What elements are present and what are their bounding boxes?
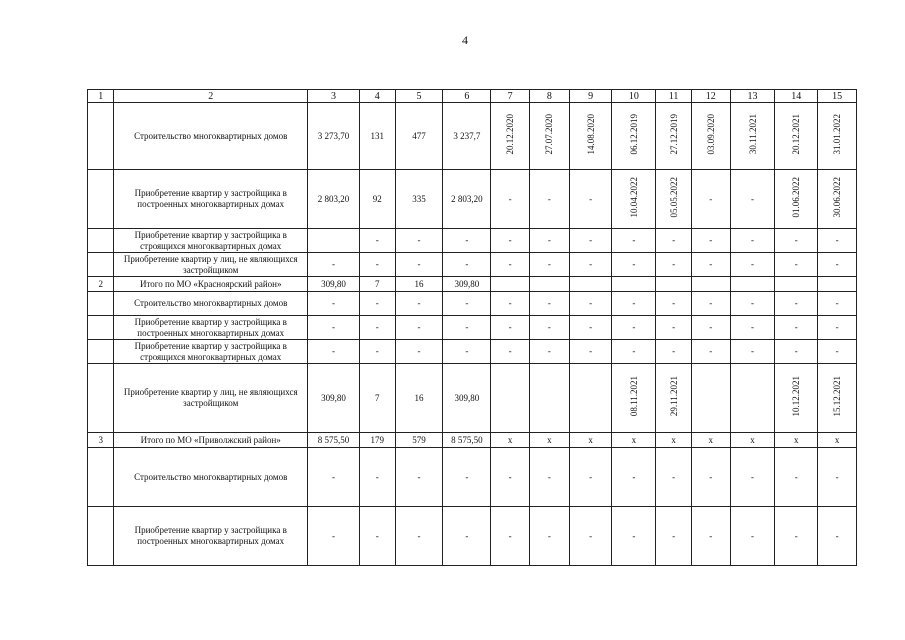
date-cell [775, 170, 818, 229]
date-cell: - [612, 229, 656, 253]
count-cell: - [359, 448, 395, 507]
page-number: 4 [462, 33, 468, 47]
date-cell: - [775, 316, 818, 340]
header-cell: 15 [818, 90, 857, 103]
date-value: 27.07.2020 [544, 114, 555, 155]
housing-program-table [87, 89, 857, 566]
table-row [88, 170, 857, 229]
header-cell: 3 [307, 90, 359, 103]
people-cell: 16 [395, 364, 443, 433]
date-cell [775, 103, 818, 170]
cost-total-cell: - [443, 448, 491, 507]
date-cell: - [691, 316, 730, 340]
row-name-cell: Приобретение квартир у застройщика в построенных многоквартирных домах [114, 316, 308, 340]
date-cell: - [730, 292, 775, 316]
date-cell: x [818, 433, 857, 448]
date-cell: - [775, 340, 818, 364]
cost-total-cell: 8 575,50 [443, 433, 491, 448]
date-cell: x [491, 433, 530, 448]
date-cell [491, 277, 530, 292]
date-cell [529, 364, 569, 433]
date-cell [612, 170, 656, 229]
table-row [88, 507, 857, 566]
column-number-row [88, 90, 857, 103]
date-cell: - [691, 170, 730, 229]
cost-total-cell: - [443, 253, 491, 277]
date-value: 01.06.2022 [791, 177, 802, 218]
date-cell: - [818, 229, 857, 253]
table-row [88, 277, 857, 292]
date-cell [612, 103, 656, 170]
date-cell [691, 277, 730, 292]
date-cell [691, 103, 730, 170]
table-row [88, 229, 857, 253]
date-value: 20.12.2020 [505, 114, 516, 155]
date-cell: - [730, 170, 775, 229]
date-cell: - [491, 448, 530, 507]
date-cell [656, 277, 692, 292]
date-cell: x [569, 433, 612, 448]
people-cell: - [395, 292, 443, 316]
table-row [88, 316, 857, 340]
header-cell: 9 [569, 90, 612, 103]
row-number-cell: 3 [88, 433, 114, 448]
date-cell: - [775, 507, 818, 566]
header-cell: 2 [114, 90, 308, 103]
date-cell: - [612, 507, 656, 566]
people-cell: 16 [395, 277, 443, 292]
header-cell: 5 [395, 90, 443, 103]
date-cell [818, 277, 857, 292]
row-number-cell [88, 292, 114, 316]
date-cell [656, 364, 692, 433]
row-number-cell [88, 229, 114, 253]
people-cell: 579 [395, 433, 443, 448]
count-cell: - [359, 340, 395, 364]
date-cell: - [491, 507, 530, 566]
people-cell: - [395, 253, 443, 277]
cost-cell: - [307, 316, 359, 340]
date-cell: - [529, 448, 569, 507]
cost-cell: - [307, 340, 359, 364]
cost-total-cell: - [443, 507, 491, 566]
date-cell: - [818, 340, 857, 364]
date-value: 15.12.2021 [832, 376, 843, 417]
date-cell [656, 170, 692, 229]
date-cell: - [818, 448, 857, 507]
cost-cell [307, 229, 359, 253]
table-row [88, 103, 857, 170]
cost-cell: 309,80 [307, 364, 359, 433]
date-cell [569, 277, 612, 292]
date-cell: - [775, 253, 818, 277]
row-name-cell: Приобретение квартир у лиц, не являющихся застройщиком [114, 364, 308, 433]
people-cell: - [395, 229, 443, 253]
row-name-cell: Приобретение квартир у застройщика в построенных многоквартирных домах [114, 507, 308, 566]
cost-total-cell: 309,80 [443, 364, 491, 433]
row-name-cell: Строительство многоквартирных домов [114, 448, 308, 507]
date-cell [491, 103, 530, 170]
date-cell [612, 277, 656, 292]
header-cell: 8 [529, 90, 569, 103]
date-value: 30.06.2022 [832, 177, 843, 218]
count-cell: 131 [359, 103, 395, 170]
date-cell: x [775, 433, 818, 448]
row-number-cell: 2 [88, 277, 114, 292]
cost-total-cell: - [443, 292, 491, 316]
cost-total-cell: 2 803,20 [443, 170, 491, 229]
date-value: 03.09.2020 [705, 114, 716, 155]
date-cell: - [775, 448, 818, 507]
date-cell: - [730, 316, 775, 340]
cost-cell: - [307, 448, 359, 507]
header-cell: 12 [691, 90, 730, 103]
date-cell: - [730, 340, 775, 364]
table-row [88, 292, 857, 316]
date-value: 30.11.2021 [747, 114, 758, 155]
count-cell: - [359, 507, 395, 566]
date-cell: - [491, 253, 530, 277]
date-cell: - [491, 292, 530, 316]
cost-total-cell: 3 237,7 [443, 103, 491, 170]
date-cell: - [491, 229, 530, 253]
date-cell [818, 364, 857, 433]
cost-cell: 2 803,20 [307, 170, 359, 229]
cost-cell: 3 273,70 [307, 103, 359, 170]
date-cell: - [775, 229, 818, 253]
date-cell: - [569, 292, 612, 316]
header-cell: 14 [775, 90, 818, 103]
row-name-cell: Приобретение квартир у застройщика в строящихся многоквартирных домах [114, 340, 308, 364]
header-cell: 10 [612, 90, 656, 103]
date-cell: - [569, 507, 612, 566]
row-number-cell [88, 170, 114, 229]
date-cell: - [569, 316, 612, 340]
table-row [88, 340, 857, 364]
date-cell: - [569, 229, 612, 253]
date-cell: - [612, 253, 656, 277]
date-cell [730, 103, 775, 170]
date-cell [529, 103, 569, 170]
people-cell: - [395, 507, 443, 566]
date-cell: - [529, 316, 569, 340]
row-number-cell [88, 448, 114, 507]
date-cell: - [529, 292, 569, 316]
row-name-cell: Приобретение квартир у лиц, не являющихся застройщиком [114, 253, 308, 277]
count-cell: 179 [359, 433, 395, 448]
date-cell [691, 364, 730, 433]
date-cell: x [612, 433, 656, 448]
date-cell: - [818, 507, 857, 566]
header-cell: 1 [88, 90, 114, 103]
header-cell: 7 [491, 90, 530, 103]
date-cell [569, 364, 612, 433]
count-cell: - [359, 292, 395, 316]
cost-total-cell: 309,80 [443, 277, 491, 292]
date-cell: - [612, 316, 656, 340]
date-cell: - [569, 340, 612, 364]
date-cell: - [730, 253, 775, 277]
date-value: 31.01.2022 [832, 114, 843, 155]
row-number-cell [88, 316, 114, 340]
date-cell: - [656, 292, 692, 316]
cost-cell: 309,80 [307, 277, 359, 292]
table-row [88, 253, 857, 277]
date-cell: - [656, 253, 692, 277]
row-name-cell: Итого по МО «Приволжский район» [114, 433, 308, 448]
date-cell [730, 277, 775, 292]
date-cell [491, 364, 530, 433]
date-cell: - [818, 292, 857, 316]
date-cell: - [691, 229, 730, 253]
date-value: 29.11.2021 [668, 376, 679, 417]
date-cell: - [656, 448, 692, 507]
header-cell: 13 [730, 90, 775, 103]
date-cell: - [691, 253, 730, 277]
date-cell: - [569, 170, 612, 229]
date-cell: - [529, 507, 569, 566]
date-value: 06.12.2019 [628, 114, 639, 155]
date-value: 20.12.2021 [791, 114, 802, 155]
date-cell: - [612, 292, 656, 316]
date-cell: - [569, 448, 612, 507]
people-cell: 335 [395, 170, 443, 229]
cost-total-cell: - [443, 340, 491, 364]
table-row [88, 433, 857, 448]
date-cell [569, 103, 612, 170]
row-number-cell [88, 253, 114, 277]
date-cell [730, 364, 775, 433]
row-number-cell [88, 103, 114, 170]
date-cell: - [656, 316, 692, 340]
date-cell: - [730, 448, 775, 507]
date-cell: - [529, 170, 569, 229]
header-cell: 4 [359, 90, 395, 103]
date-cell: - [656, 507, 692, 566]
date-cell: - [775, 292, 818, 316]
date-cell: - [491, 170, 530, 229]
date-cell [775, 277, 818, 292]
row-name-cell: Строительство многоквартирных домов [114, 103, 308, 170]
header-cell: 6 [443, 90, 491, 103]
row-number-cell [88, 340, 114, 364]
date-cell [818, 170, 857, 229]
date-cell: - [691, 340, 730, 364]
date-cell: - [569, 253, 612, 277]
date-value: 10.04.2022 [628, 177, 639, 218]
people-cell: 477 [395, 103, 443, 170]
cost-cell: - [307, 292, 359, 316]
date-cell [775, 364, 818, 433]
date-cell: - [691, 448, 730, 507]
header-cell: 11 [656, 90, 692, 103]
date-cell: - [730, 507, 775, 566]
date-cell: - [656, 340, 692, 364]
date-cell [818, 103, 857, 170]
date-cell: x [529, 433, 569, 448]
date-cell: x [691, 433, 730, 448]
row-name-cell: Приобретение квартир у застройщика в строящихся многоквартирных домах [114, 229, 308, 253]
table-body [88, 90, 857, 566]
count-cell: - [359, 316, 395, 340]
count-cell: 7 [359, 277, 395, 292]
count-cell: 7 [359, 364, 395, 433]
cost-cell: - [307, 507, 359, 566]
row-number-cell [88, 507, 114, 566]
date-cell [529, 277, 569, 292]
date-value: 14.08.2020 [585, 114, 596, 155]
cost-total-cell: - [443, 229, 491, 253]
date-value: 27.12.2019 [668, 114, 679, 155]
date-cell: - [818, 316, 857, 340]
cost-cell: - [307, 253, 359, 277]
row-name-cell: Приобретение квартир у застройщика в построенных многоквартирных домах [114, 170, 308, 229]
date-cell: - [691, 292, 730, 316]
table-row [88, 448, 857, 507]
row-name-cell: Итого по МО «Красноярский район» [114, 277, 308, 292]
date-cell: - [529, 229, 569, 253]
date-cell: - [730, 229, 775, 253]
date-cell: - [491, 340, 530, 364]
row-number-cell [88, 364, 114, 433]
date-cell: - [656, 229, 692, 253]
date-cell: - [612, 448, 656, 507]
cost-total-cell: - [443, 316, 491, 340]
date-cell: - [691, 507, 730, 566]
people-cell: - [395, 448, 443, 507]
date-cell [612, 364, 656, 433]
count-cell: - [359, 253, 395, 277]
date-cell: - [491, 316, 530, 340]
count-cell: 92 [359, 170, 395, 229]
people-cell: - [395, 340, 443, 364]
date-cell: - [818, 253, 857, 277]
date-value: 08.11.2021 [628, 376, 639, 417]
people-cell: - [395, 316, 443, 340]
date-value: 10.12.2021 [791, 376, 802, 417]
date-cell: - [612, 340, 656, 364]
date-cell: x [730, 433, 775, 448]
row-name-cell: Строительство многоквартирных домов [114, 292, 308, 316]
count-cell: - [359, 229, 395, 253]
date-cell: x [656, 433, 692, 448]
date-cell [656, 103, 692, 170]
cost-cell: 8 575,50 [307, 433, 359, 448]
date-cell: - [529, 340, 569, 364]
date-value: 05.05.2022 [668, 177, 679, 218]
table-row [88, 364, 857, 433]
date-cell: - [529, 253, 569, 277]
